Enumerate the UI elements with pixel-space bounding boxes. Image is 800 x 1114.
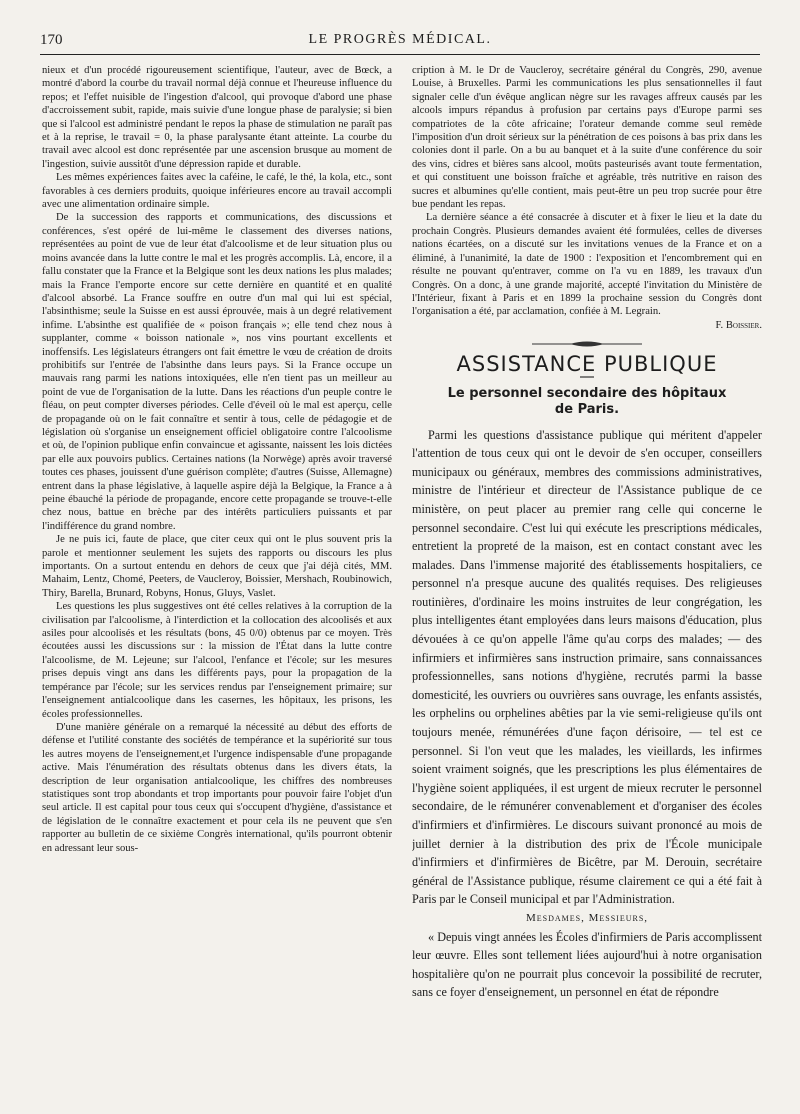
paragraph: « Depuis vingt années les Écoles d'infirmiers de Paris accomplissent leur œuvre. Elles sont tellement liées aujourd'hui à notre organisation hospitalière qu'on ne pourrait plus concevoir la possibilité de recruter, sans ce foyer d'enseignement, un personnel en état de répondre	[412, 929, 762, 1000]
paragraph: Je ne puis ici, faute de place, que citer ceux qui ont le plus souvent pris la parole et mentionner seulement les sujets des rapports ou discours les plus importants. On a surtout entendu en dehors de ceux que j'ai déjà cités, MM. Mahaim, Lentz, Chomé, Peeters, de Vaucleroy, Boissier, Mershach, Roubinowich, Thiry, Barella, Brunard, Robyns, Honus, Gluys, Vaslet.	[42, 534, 392, 599]
page-number: 170	[40, 32, 63, 48]
section-title: ASSISTANCE PUBLIQUE	[456, 352, 718, 377]
subtitle-line: Le personnel secondaire des hôpitaux	[447, 385, 727, 401]
paragraph: cription à M. le Dr de Vaucleroy, secrétaire général du Congrès, 290, avenue Louise, à Bruxelles. Parmi les communications les plus sensationnelles il faut signaler celle d'un évêque anglican nègre sur les ravages affreux causés par les alcools impurs répandus à profusion par certains pays d'Europe parmi ses compatriotes de la côte africaine; l'orateur demande comme seul remède l'imposition d'un droit sérieux sur la pénétration de ces poisons à bas prix dans les colonies dont il parle. On a bu au banquet et à la suite d'une conférence du soir des vins, cidres et bières sans alcool, moûts pasteurisés avant toute fermentation, et qui constituent une boisson fraîche et agréable, très nutritive en raison des sucres et albumines qu'elle contient, mais peut-être un peu trop sucrée pour être bue pendant les repas.	[412, 65, 762, 211]
right-column	[412, 64, 762, 1104]
ornament-divider	[412, 340, 762, 348]
paragraph: Les questions les plus suggestives ont été celles relatives à la corruption de la civilisation par l'alcoolisme, à l'interdiction et la collocation des alcoolisés et aux asiles pour alcoolisés et les résultats (bons, 45 0/0) obtenus par ce moyen. Très écoutées aussi les discussions sur : la mission de l'État dans la lutte contre l'alcoolisme, de M. Lejeune; sur l'alcool, l'enfance et l'école; sur les mesures prises depuis vingt ans dans les différents pays, pour la propagation de la tempérance par l'école; sur les services rendus par l'enseignement primaire; sur l'enseignement antialcoolique dans les casernes, les hôpitaux, les prisons, les écoles professionnelles.	[42, 601, 392, 720]
paragraph: Parmi les questions d'assistance publique qui méritent d'appeler l'attention de tous ceux qui ont le devoir de s'en occuper, conseillers municipaux ou généraux, membres des commissions administratives, ministre de l'intérieur et directeur de l'Assistance publique de ce ministère, on peut placer au premier rang celle qui concerne le personnel secondaire. C'est lui qui exécute les prescriptions médicales, entretient la propreté de la maison, est en contact constant avec les malades. Dans l'immense majorité des établissements hospitaliers, ce personnel n'a presque aucune des qualités requises. Des religieuses routinières, d'ordinaire les moins instruites de leur congrégation, les plus intelligentes étant employées dans leurs maisons d'éducation, plus dévouées à ce qu'on appelle l'âme qu'au corps des malades; — des infirmiers et infirmières sans instruction primaire, sans connaissances professionnelles, sans notions d'hygiène, recrutés parmi la basse domesticité, les ouvriers ou ouvrières sans ouvrage, les enfants assistés, les orphelins ou orphelines abêties par la vie semi-religieuse qu'ils ont toujours menée, rémunérées d'une façon dérisoire, — tel est ce personnel. Si l'on veut que les malades, les vieillards, les infirmes soient vraiment soignés, que les prescriptions les plus élémentaires de l'hygiène soient appliquées, il est urgent de mieux recruter le personnel secondaire, de le rémunérer convenablement et d'organiser des écoles d'infirmiers et d'infirmières. Le discours suivant prononcé au mois de juillet dernier à la distribution des prix de l'École municipale d'infirmiers et d'infirmières de Bicêtre, par M. Derouin, secrétaire général de l'Assistance publique, résume clairement ce qui a été fait à Paris par le Conseil municipal et par l'Administration.	[412, 427, 762, 907]
paragraph: La dernière séance a été consacrée à discuter et à fixer le lieu et la date du prochain Congrès. Plusieurs demandes avaient été formulées, celles de diverses nations écartées, on a discuté sur les invitations venues de la France et on a éliminé, à l'unanimité, la date de 1900 : l'exposition et l'encombrement qui en résulte ne pouvant qu'entraver, comme on l'a vu en 1889, les travaux d'un Congrès. On a donc, à une grande majorité, accepté l'invitation du Ministère de l'Intérieur, fixant à Paris et en 1899 la prochaine session du Congrès dont l'organisation a été, par acclamation, confiée à M. Legrain.	[412, 212, 762, 318]
author-signature: F. Boissier.	[715, 319, 762, 331]
salutation: Mesdames, Messieurs,	[525, 911, 649, 924]
paragraph: D'une manière générale on a remarqué la nécessité au début des efforts de défense et l'utilité constante des sociétés de tempérance et la supériorité sur tous les autres moyens de l'enseignement,et l'urgence indispensable d'une propagande active. Mais l'énumération des résultats obtenus dans les divers états, la description de leur organisation antialcoolique, les chiffres des nombreuses statistiques sont trop abondants et trop importants pour pouvoir faire l'objet d'un seul article. Il est capital pour tous ceux qui s'occupent d'hygiène, d'assistance et de législation de le connaître exactement et pour cela ils ne peuvent que s'en rapporter au bulletin de ce sixième Congrès international, qu'ils pourront obtenir en adressant leur sous-	[42, 721, 392, 854]
article-body	[412, 426, 762, 1002]
paragraph: Les mêmes expériences faites avec la caféine, le café, le thé, la kola, etc., sont favorables à ces derniers produits, quoique inférieures encore au travail accompli avec une alimentation ordinaire simple.	[42, 172, 392, 211]
subtitle-line: de Paris.	[554, 401, 620, 417]
ornament-rule-icon	[532, 340, 642, 348]
page-header	[40, 32, 760, 55]
article-subtitle	[412, 386, 762, 418]
left-column	[42, 64, 392, 1104]
paragraph: De la succession des rapports et communications, des discussions et conférences, s'est opéré de lui-même le classement des diverses nations, représentées au point de vue de leur état d'alcoolisme et de leur situation plus ou moins avancée dans la lutte contre le mal et les progrès accomplis. Là, encore, il a fallu constater que la France et la Belgique sont les deux nations les plus malades; mais la France l'emporte encore sur cette dernière en quantité et en qualité d'alcool absorbé. La France souffre en outre d'un mal qui lui est spécial, l'absinthisme; seule la Suisse en est aussi éprouvée, mais à un degré relativement infime. L'absinthe est qualifiée de « poison français »; elle tend chez nous à supplanter, comme « boisson nationale », nos vins pourtant excellents et inoffensifs. Les législateurs étrangers ont fait émettre le vœu de création de droits prohibitifs sur l'entrée de l'absinthe dans leurs pays. Si la France occupe un mauvais rang parmi les nations intoxiquées, elle n'en tient pas un meilleur au point de vue de l'organisation de la lutte. Dans les réactions d'un peuple contre le fléau, on peut compter diverses périodes. Celle d'éveil où le mal est aperçu, celle de propagande où on le fait connaître et sentir à tous, celle de pédagogie et de législation où s'organise un enseignement officiel obligatoire contre l'alcoolisme et où, de l'opinion publique enfin convaincue et agissante, naissent les lois dictées par elle aux pouvoirs publics. Certaines nations (la Norwège) après avoir traversé toutes ces phases, jouissent d'une guérison complète; d'autres (Suisse, Allemagne) entrent dans la phase législative, à laquelle aspire déjà la Belgique, la France a à peine ébauché la période de propagande, encore cette propagande se trouve-t-elle chez nous, battue en brèche par des intérêts particuliers puissants et par l'indifférence du grand nombre.	[42, 212, 392, 532]
running-title: LE PROGRÈS MÉDICAL.	[308, 32, 492, 47]
paragraph: nieux et d'un procédé rigoureusement scientifique, l'auteur, avec de Bœck, a montré d'abord la courbe du travail normal déjà connue et l'heureuse influence du repos; et l'effet nuisible de l'ingestion d'alcool, qui provoque d'abord une phase d'accroissement subit, rapide, mais suivie d'une longue phase de paralysie; si bien que si l'alcool est administré pendant le repos la phase de stimulation ne paraît pas et à la reprise, le travail = 0, la phase paralysante étant atteinte. La courbe du travail avec alcool est donc représentée par une ascension brusque au moment de l'ingestion, suivie aussitôt d'une dépression rapide et durable.	[42, 65, 392, 170]
